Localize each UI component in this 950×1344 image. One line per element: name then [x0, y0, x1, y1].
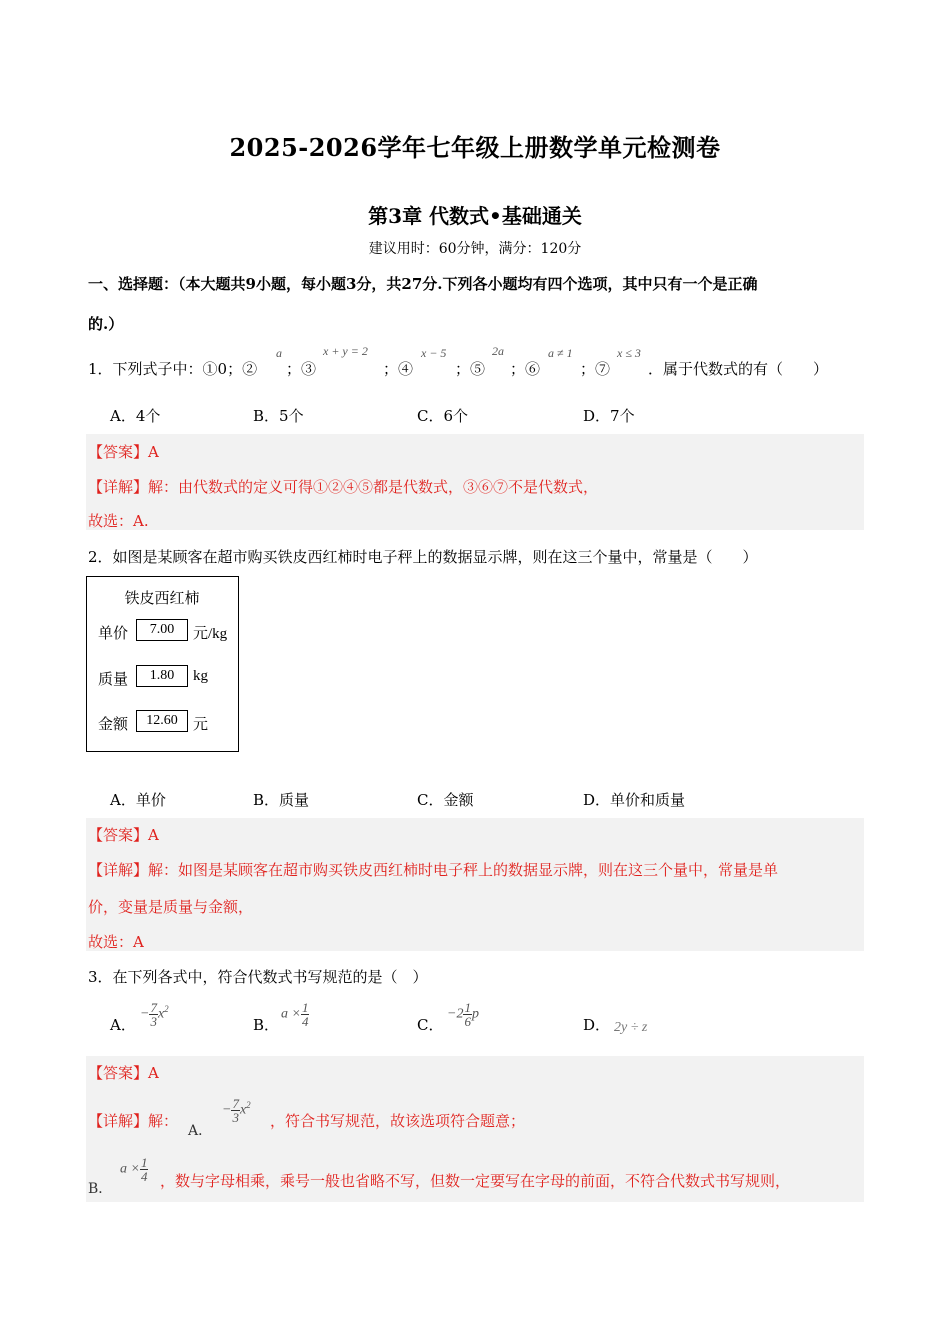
q3-detail-prefix: 【详解】解：	[88, 1112, 179, 1130]
q3-detail-b-den: 4	[140, 1169, 148, 1184]
time-info: 建议用时：60分钟，满分：120分	[368, 241, 582, 257]
q1-sep-4: ；⑤	[455, 360, 486, 378]
q2-option-d: D．单价和质量	[583, 791, 686, 809]
q3-detail-a-exp: 2	[246, 1100, 251, 1111]
scale-amount-value: 12.60	[136, 710, 188, 732]
q1-detail: 【详解】解：由代数式的定义可得①②④⑤都是代数式，③⑥⑦不是代数式，	[88, 478, 599, 496]
q2-option-b: B．质量	[253, 791, 310, 809]
q3-option-c-expr	[447, 1001, 479, 1028]
q1-stem-prefix: 1．下列式子中：①0；②	[88, 360, 258, 378]
q3-b-fraction	[301, 1001, 310, 1028]
q3-a-fraction	[149, 1001, 158, 1028]
page-title: 2025-2026学年七年级上册数学单元检测卷	[229, 133, 721, 162]
q3-detail-a-var: x	[239, 1102, 247, 1118]
q2-detail-line1: 【详解】解：如图是某顾客在超市购买铁皮西红柿时电子秤上的数据显示牌，则在这三个量中，常量是单	[88, 861, 779, 879]
q3-c-var: p	[471, 1006, 479, 1022]
chapter-subtitle: 第3章 代数式•基础通关	[368, 204, 582, 228]
q2-answer-box	[86, 818, 864, 951]
q1-option-c: C．6个	[417, 407, 469, 425]
section-heading-line1: 一、选择题：（本大题共9小题，每小题3分，共27分.下列各小题均有四个选项，其中只有一个是正确	[88, 275, 758, 293]
q1-option-a: A．4个	[110, 407, 161, 425]
q1-expr-7: x ≤ 3	[617, 346, 641, 360]
q3-answer: 【答案】A	[88, 1064, 159, 1082]
q2-option-c: C．金额	[417, 791, 474, 809]
q3-detail-b-text: ，数与字母相乘，乘号一般也省略不写，但数一定要写在字母的前面，不符合代数式书写规则，	[160, 1172, 791, 1190]
scale-price-unit: 元/kg	[193, 626, 228, 642]
q1-answer: 【答案】A	[88, 443, 159, 461]
q2-conclusion: 故选：A	[88, 933, 144, 951]
q3-option-a-expr	[140, 1001, 169, 1028]
q3-detail-b-num: 1	[140, 1155, 148, 1170]
q3-b-den: 4	[301, 1014, 309, 1029]
q3-detail-b-label: B．	[88, 1181, 113, 1197]
q3-option-b-label: B．	[253, 1016, 280, 1034]
scale-weight-value: 1.80	[136, 665, 188, 687]
q3-c-fraction	[463, 1001, 472, 1028]
scale-display	[86, 576, 239, 752]
q3-b-pre: a ×	[281, 1006, 301, 1022]
q1-sep-5: ；⑥	[510, 360, 541, 378]
q1-sep-6: ；⑦	[580, 360, 611, 378]
q1-sep-2: ；③	[286, 360, 317, 378]
q2-answer: 【答案】A	[88, 826, 159, 844]
q1-expr-4: x − 5	[421, 346, 447, 360]
q3-detail-a-label: A．	[188, 1123, 213, 1139]
q3-option-c-label: C．	[417, 1016, 444, 1034]
q3-a-var: x	[157, 1006, 165, 1022]
q3-c-num: 1	[464, 1000, 471, 1015]
q2-stem: 2．如图是某顾客在超市购买铁皮西红柿时电子秤上的数据显示牌，则在这三个量中，常量是（ ）	[88, 548, 758, 566]
q3-detail-b-fraction	[140, 1156, 149, 1183]
q1-expr-2: a	[276, 346, 282, 360]
q3-detail-a-text: ，符合书写规范，故该选项符合题意；	[270, 1112, 526, 1130]
section-heading-line2: 的.）	[88, 315, 124, 333]
q2-detail-line2: 价，变量是质量与金额，	[88, 898, 254, 916]
scale-weight-unit: kg	[193, 668, 208, 684]
q3-a-sign: −	[140, 1006, 150, 1022]
scale-product-name: 铁皮西红柿	[124, 589, 200, 607]
q3-detail-b-expr	[120, 1156, 148, 1183]
q1-stem-suffix: ．属于代数式的有（ ）	[648, 360, 829, 378]
q1-option-b: B．5个	[253, 407, 304, 425]
scale-amount-unit: 元	[193, 715, 209, 733]
scale-amount-label: 金额	[98, 715, 129, 733]
scale-price-value: 7.00	[136, 619, 188, 641]
q1-sep-3: ；④	[383, 360, 414, 378]
q3-detail-b-pre: a ×	[120, 1161, 140, 1177]
q3-detail-a-expr	[222, 1097, 251, 1124]
q3-a-exp: 2	[164, 1004, 169, 1015]
q3-c-whole: −2	[447, 1006, 464, 1022]
q3-c-den: 6	[464, 1014, 471, 1029]
q3-detail-a-sign: −	[222, 1102, 232, 1118]
q3-b-num: 1	[301, 1000, 309, 1015]
q3-a-num: 7	[150, 1000, 157, 1015]
scale-price-label: 单价	[98, 624, 129, 642]
q3-detail-a-fraction	[231, 1097, 240, 1124]
q1-expr-6: a ≠ 1	[548, 346, 573, 360]
q1-expr-3: x + y = 2	[323, 344, 368, 358]
q2-option-a: A．单价	[110, 791, 166, 809]
q1-option-d: D．7个	[583, 407, 635, 425]
q3-option-d-expr: 2y ÷ z	[614, 1020, 648, 1035]
q3-option-b-expr	[281, 1001, 309, 1028]
q1-expr-5: 2a	[492, 344, 504, 358]
q3-a-den: 3	[150, 1014, 157, 1029]
q1-conclusion: 故选：A.	[88, 512, 149, 530]
scale-weight-label: 质量	[98, 670, 129, 688]
q3-detail-a-num: 7	[232, 1096, 239, 1111]
q3-option-d-label: D．	[583, 1016, 611, 1034]
q3-stem: 3．在下列各式中，符合代数式书写规范的是（ ）	[88, 968, 428, 986]
q3-detail-a-den: 3	[232, 1110, 239, 1125]
q3-option-a-label: A．	[110, 1016, 136, 1034]
